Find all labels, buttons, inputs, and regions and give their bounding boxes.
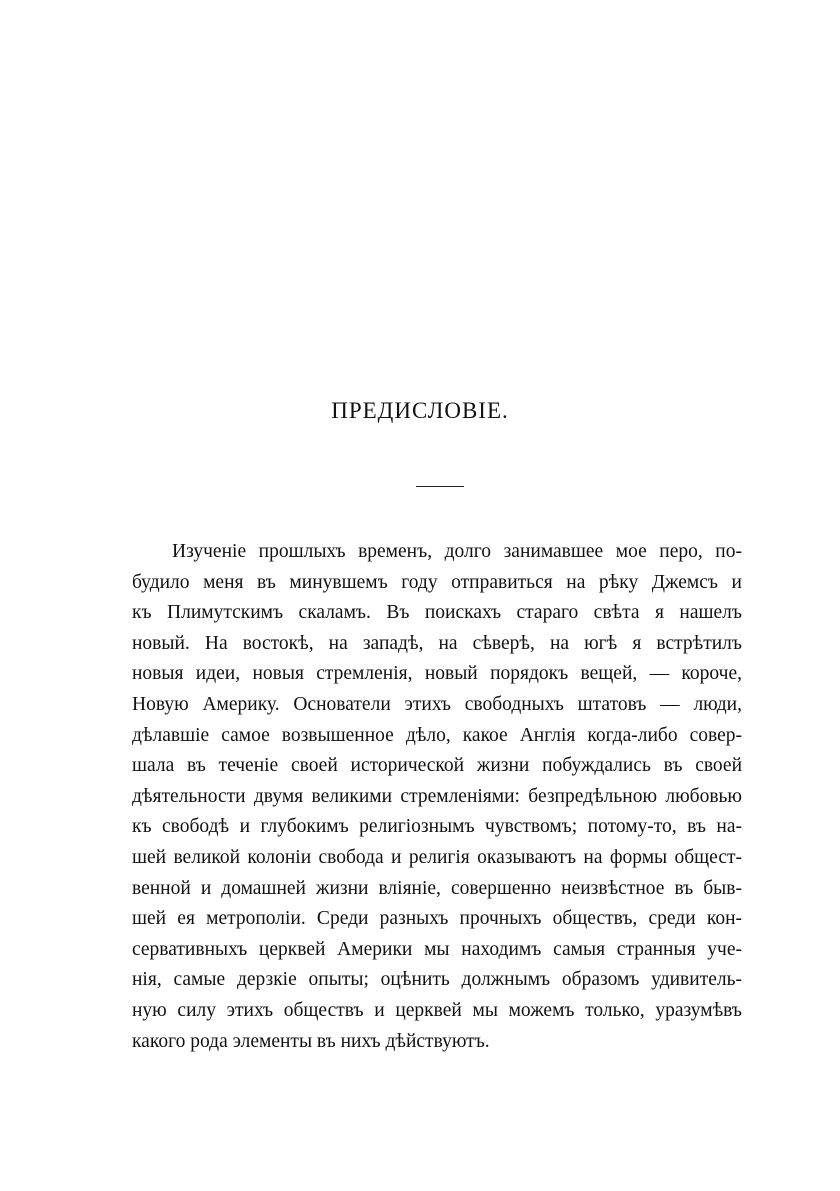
text-line: къ свободѣ и глубокимъ религіознымъ чувствомъ; потому-то, въ на- [132, 816, 742, 838]
text-line: нія, самые дерзкіе опыты; оцѣнить должнымъ образомъ удивитель- [132, 969, 742, 991]
title-divider [416, 486, 464, 487]
text-line: ную силу этихъ обществъ и церквей мы можемъ только, уразумѣвъ [132, 999, 742, 1021]
text-line: Новую Америку. Основатели этихъ свободныхъ штатовъ — люди, [132, 693, 742, 715]
text-line: шала въ теченіе своей исторической жизни побуждались въ своей [132, 755, 742, 777]
page-title: ПРЕДИСЛОВІЕ. [331, 398, 509, 423]
text-line: дѣятельности двумя великими стремленіями: безпредѣльною любовью [132, 785, 742, 807]
preface-paragraph [132, 537, 742, 1057]
text-line: новый. На востокѣ, на западѣ, на сѣверѣ, на югѣ я встрѣтилъ [132, 632, 742, 654]
text-line: шей великой колоніи свобода и религія оказываютъ на формы общест- [132, 846, 742, 868]
text-line: какого рода элементы въ нихъ дѣйствуютъ. [132, 1030, 490, 1052]
text-line: шей ея метрополіи. Среди разныхъ прочныхъ обществъ, среди кон- [132, 908, 742, 930]
text-line: будило меня въ минувшемъ году отправиться на рѣку Джемсъ и [132, 571, 742, 593]
text-line: дѣлавшіе самое возвышенное дѣло, какое Англія когда-либо совер- [132, 724, 742, 746]
text-line: сервативныхъ церквей Америки мы находимъ самыя странныя уче- [132, 938, 742, 960]
text-line: новыя идеи, новыя стремленія, новый порядокъ вещей, — короче, [132, 663, 742, 685]
text-line: Изученіе прошлыхъ временъ, долго занимавшее мое перо, по- [172, 541, 742, 562]
text-line: венной и домашней жизни вліяніе, совершенно неизвѣстное въ быв- [132, 877, 742, 899]
text-line: къ Плимутскимъ скаламъ. Въ поискахъ стараго свѣта я нашелъ [132, 602, 742, 624]
